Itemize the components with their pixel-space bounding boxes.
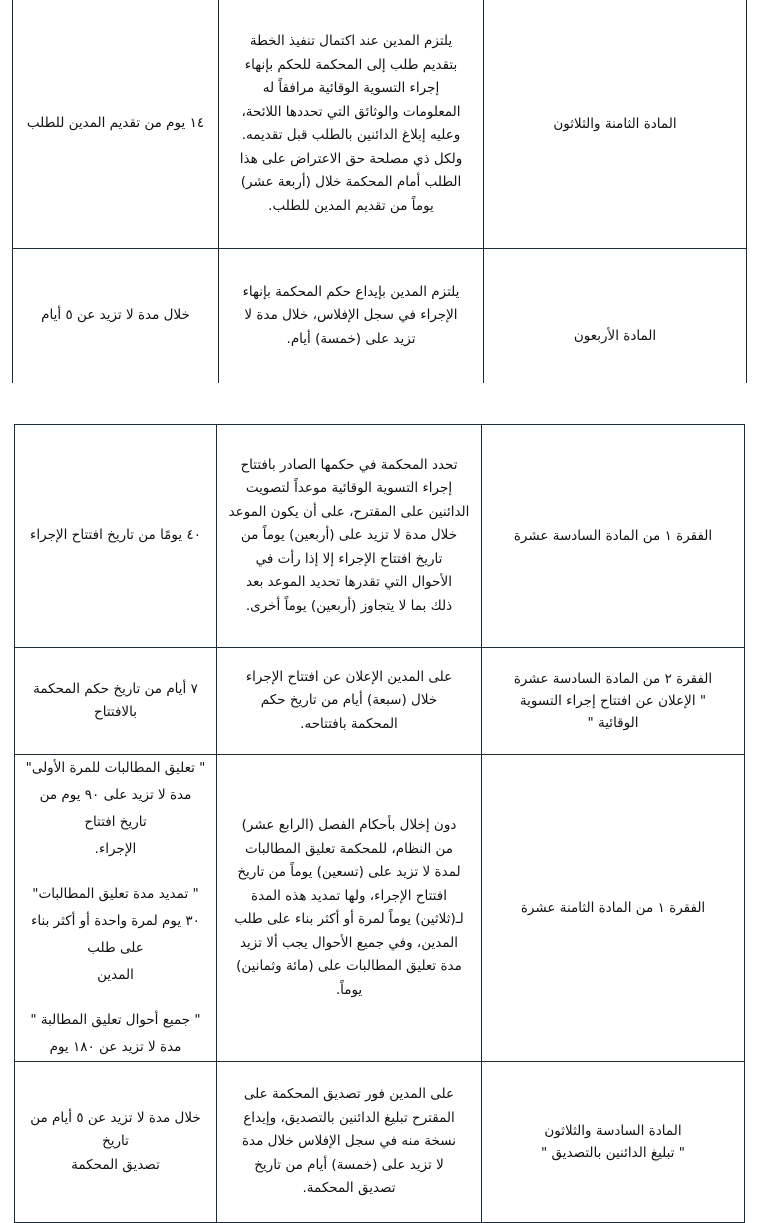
provision-line: على المدين فور تصديق المحكمة على [243, 1086, 455, 1103]
provision-line: لمدة لا تزيد على (تسعين) يوماً من تاريخ [237, 864, 461, 880]
article-label: المادة الأربعون [573, 328, 657, 344]
period-line: خلال مدة لا تزيد عن ٥ أيام [41, 307, 190, 324]
provision-line: لا تزيد على (خمسة) أيام من تاريخ [254, 1156, 444, 1173]
article-label: المادة الثامنة والثلاثون [553, 116, 677, 132]
provision-line: المدين، وفي جميع الأحوال يجب ألا تزيد [239, 934, 459, 951]
period-line: ٣٠ يوم لمرة واحدة أو أكثر بناء على طلب [31, 913, 200, 956]
provision-text-cell [217, 648, 482, 755]
provision-line: المقترح تبليغ الدائنين بالتصديق، وإيداع [243, 1109, 455, 1126]
provision-line: يوماً. [335, 981, 363, 998]
period-cell [13, 0, 219, 249]
provision-line: الدائنين على المقترح، على أن يكون الموعد [228, 503, 470, 520]
period-heading: " تمديد مدة تعليق المطالبات" [32, 886, 199, 902]
provision-line: تزيد على (خمسة) أيام. [286, 330, 416, 347]
provision-line: ولكل ذي مصلحة حق الاعتراض على هذا [239, 150, 463, 167]
provision-text-cell [219, 249, 484, 384]
period-line: ٧ أيام من تاريخ حكم المحكمة بالافتتاح [33, 680, 198, 720]
provision-line: إجراء التسوية الوقائية مرافقاً له [262, 80, 440, 96]
table-row [15, 755, 745, 1062]
provision-line: الأحوال التي تقدرها تحديد الموعد بعد [246, 574, 452, 591]
provision-line: يلتزم المدين عند اكتمال تنفيذ الخطة [249, 33, 453, 49]
provision-line: لـ(ثلاثين) يوماً لمرة أو أكثر بناء على طلب [234, 911, 464, 927]
article-cell [482, 425, 745, 648]
period-heading: " تعليق المطالبات للمرة الأولى" [25, 760, 206, 776]
period-line: ١٤ يوم من تقديم المدين للطلب [26, 115, 205, 132]
spacer [25, 989, 206, 1007]
provision-text-cell [217, 1062, 482, 1223]
table-row [15, 1062, 745, 1223]
article-label: الفقرة ١ من المادة السادسة عشرة [513, 528, 713, 544]
articles-table-page-2 [14, 424, 745, 1223]
article-cell [482, 1062, 745, 1223]
article-cell [482, 755, 745, 1062]
spacer [25, 863, 206, 881]
provision-line: يوماً من تقديم المدين للطلب. [268, 197, 434, 214]
provision-line: تصديق المحكمة. [302, 1180, 396, 1197]
provision-line: دون إخلال بأحكام الفصل (الرابع عشر) [241, 817, 457, 833]
article-cell [484, 0, 747, 249]
period-cell [15, 1062, 217, 1223]
article-subtitle: الوقائية " [587, 715, 639, 731]
provision-line: تحدد المحكمة في حكمها الصادر بافتتاح [240, 456, 458, 473]
article-subtitle: " الإعلان عن افتتاح إجراء التسوية [519, 693, 707, 709]
period-line: الإجراء. [94, 841, 137, 857]
provision-text-cell [217, 425, 482, 648]
article-cell [484, 249, 747, 384]
provision-line: افتتاح الإجراء، ولها تمديد هذه المدة [251, 887, 447, 904]
period-line: مدة لا تزيد على ٩٠ يوم من تاريخ افتتاح [39, 787, 192, 830]
table-row [15, 425, 745, 648]
article-cell [482, 648, 745, 755]
period-heading: " جميع أحوال تعليق المطالبة " [30, 1012, 201, 1028]
period-cell [15, 648, 217, 755]
table-row [15, 648, 745, 755]
period-line: ٤٠ يومًا من تاريخ افتتاح الإجراء [30, 527, 201, 544]
period-line: تصديق المحكمة [71, 1156, 160, 1173]
article-label: الفقرة ١ من المادة الثامنة عشرة [520, 900, 706, 916]
period-line: مدة لا تزيد عن ١٨٠ يوم [49, 1039, 182, 1055]
provision-line: المحكمة بافتتاحه. [300, 715, 398, 732]
period-line: خلال مدة لا تزيد عن ٥ أيام من تاريخ [30, 1109, 201, 1150]
period-cell [13, 249, 219, 384]
provision-line: وعليه إبلاغ الدائنين بالطلب قبل تقديمه. [241, 127, 461, 143]
provision-line: بتقديم طلب إلى المحكمة للحكم بإنهاء [244, 56, 458, 73]
provision-line: الطلب أمام المحكمة خلال (أربعة عشر) [240, 174, 462, 190]
provision-line: خلال (سبعة) أيام من تاريخ حكم [260, 692, 438, 709]
provision-line: إجراء التسوية الوقائية موعداً لتصويت [245, 480, 453, 497]
articles-table-page-1 [12, 0, 747, 383]
provision-line: المعلومات والوثائق التي تحددها اللائحة، [241, 103, 461, 120]
provision-line: الإجراء في سجل الإفلاس، خلال مدة لا [244, 307, 458, 324]
provision-line: نسخة منه في سجل الإفلاس خلال مدة [241, 1133, 457, 1150]
period-cell [15, 755, 217, 1062]
provision-text-cell [217, 755, 482, 1062]
provision-line: مدة تعليق المطالبات على (مائة وثمانين) [236, 958, 462, 974]
provision-line: تاريخ افتتاح الإجراء إلا إذا رأت في [255, 550, 443, 567]
article-label: الفقرة ٢ من المادة السادسة عشرة [513, 671, 713, 687]
period-line: المدين [97, 967, 134, 983]
table-row [13, 0, 747, 249]
provision-line: على المدين الإعلان عن افتتاح الإجراء [245, 668, 453, 685]
period-cell [15, 425, 217, 648]
provision-line: ذلك بما لا يتجاوز (أربعين) يوماً أخرى. [245, 597, 453, 614]
article-label: المادة السادسة والثلاثون [544, 1123, 682, 1139]
provision-text-cell [219, 0, 484, 249]
article-subtitle: " تبليغ الدائنين بالتصديق " [541, 1145, 685, 1161]
provision-line: من النظام، للمحكمة تعليق المطالبات [244, 840, 454, 857]
provision-line: خلال مدة لا تزيد على (أربعين) يوماً من [240, 527, 458, 544]
provision-line: يلتزم المدين بإيداع حكم المحكمة بإنهاء [242, 283, 460, 300]
table-row [13, 249, 747, 384]
